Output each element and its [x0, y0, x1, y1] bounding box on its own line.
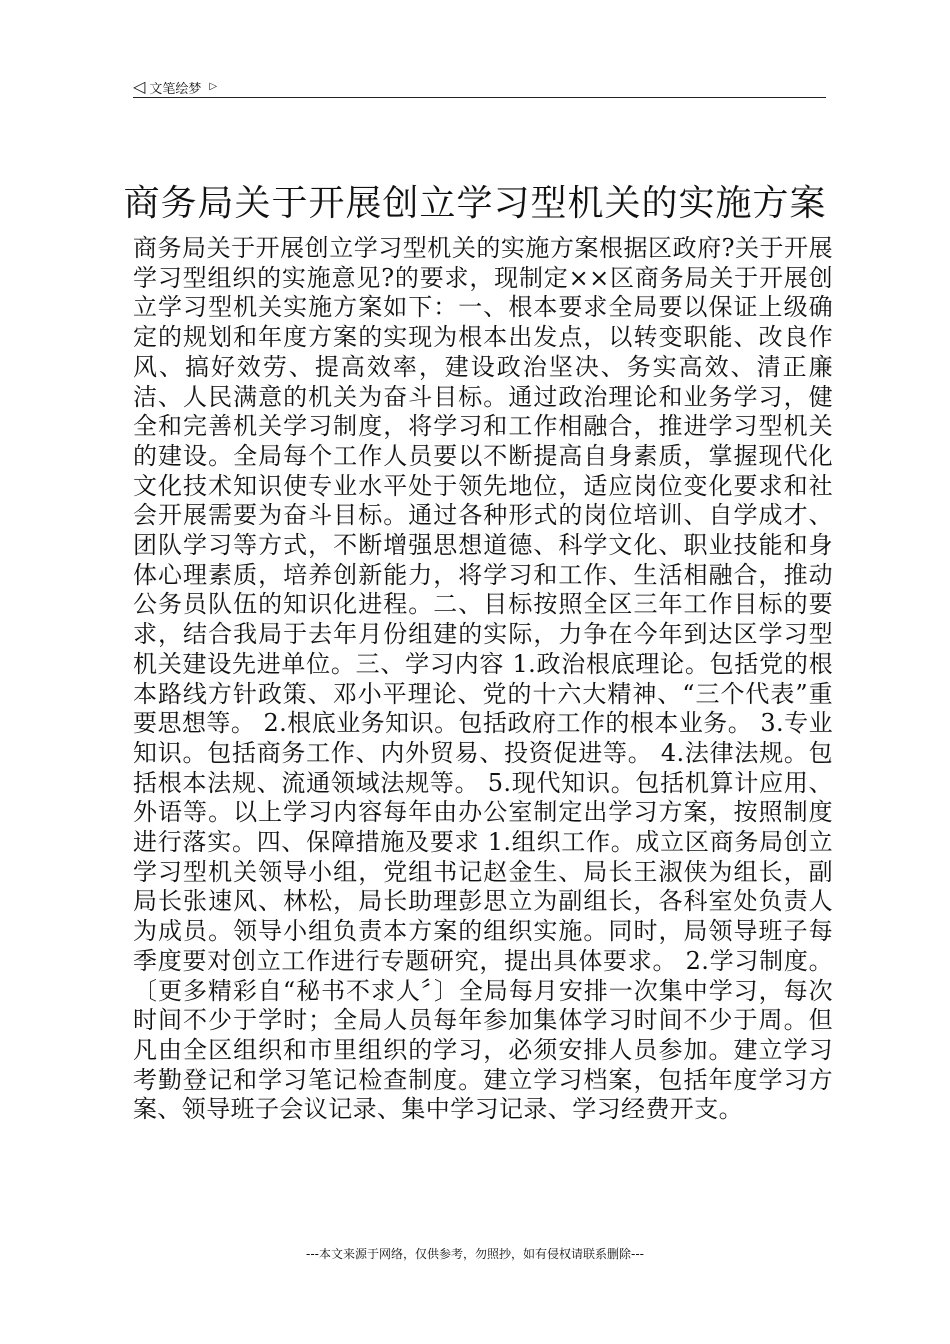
header-divider — [133, 97, 826, 98]
footer-notice: ---本文来源于网络，仅供参考，勿照抄，如有侵权请联系删除--- — [306, 1247, 644, 1261]
document-body: 商务局关于开展创立学习型机关的实施方案根据区政府?关于开展学习型组织的实施意见?的要求，现制定××区商务局关于开展创立学习型机关实施方案如下：一、根本要求全局要以保证上级确定的规划和年度方案的实现为根本出发点，以转变职能、改良作风、搞好效劳、提高效率，建设政治坚决、务实高效、清正廉洁、人民满意的机关为奋斗目标。通过政治理论和业务学习，健全和完善机关学习制度，将学习和工作相融合，推进学习型机关的建设。全局每个工作人员要以不断提高自身素质，掌握现代化文化技术知识使专业水平处于领先地位，适应岗位变化要求和社会开展需要为奋斗目标。通过各种形式的岗位培训、自学成才、团队学习等方式，不断增强思想道德、科学文化、职业技能和身体心理素质，培养创新能力，将学习和工作、生活相融合，推动公务员队伍的知识化进程。二、目标按照全区三年工作目标的要求，结合我局于去年月份组建的实际，力争在今年到达区学习型机关建设先进单位。三、学习内容 1.政治根底理论。包括党的根本路线方针政策、邓小平理论、党的十六大精神、“三个代表”重要思想等。 2.根底业务知识。包括政府工作的根本业务。 3.专业知识。包括商务工作、内外贸易、投资促进等。 4.法律法规。包括根本法规、流通领域法规等。 5.现代知识。包括机算计应用、外语等。以上学习内容每年由办公室制定出学习方案，按照制度进行落实。四、保障措施及要求 1.组织工作。成立区商务局创立学习型机关领导小组，党组书记赵金生、局长王淑侠为组长，副局长张速风、林松，局长助理彭思立为副组长，各科室处负责人为成员。领导小组负责本方案的组织实施。同时，局领导班子每季度要对创立工作进行专题研究，提出具体要求。 2.学习制度。〔更多精彩自“秘书不求人〞〕全局每月安排一次集中学习，每次时间不少于学时；全局人员每年参加集体学习时间不少于周。但凡由全区组织和市里组织的学习，必须安排人员参加。建立学习考勤登记和学习笔记检查制度。建立学习档案，包括年度学习方案、领导班子会议记录、集中学习记录、学习经费开支。 — [133, 234, 833, 1124]
triangle-right-icon: ▷ — [209, 81, 218, 92]
triangle-left-icon: ◁ — [133, 77, 146, 96]
page-header — [133, 76, 826, 98]
header-brand: 文笔绘梦 — [149, 81, 202, 97]
document-title: 商务局关于开展创立学习型机关的实施方案 — [123, 183, 827, 224]
